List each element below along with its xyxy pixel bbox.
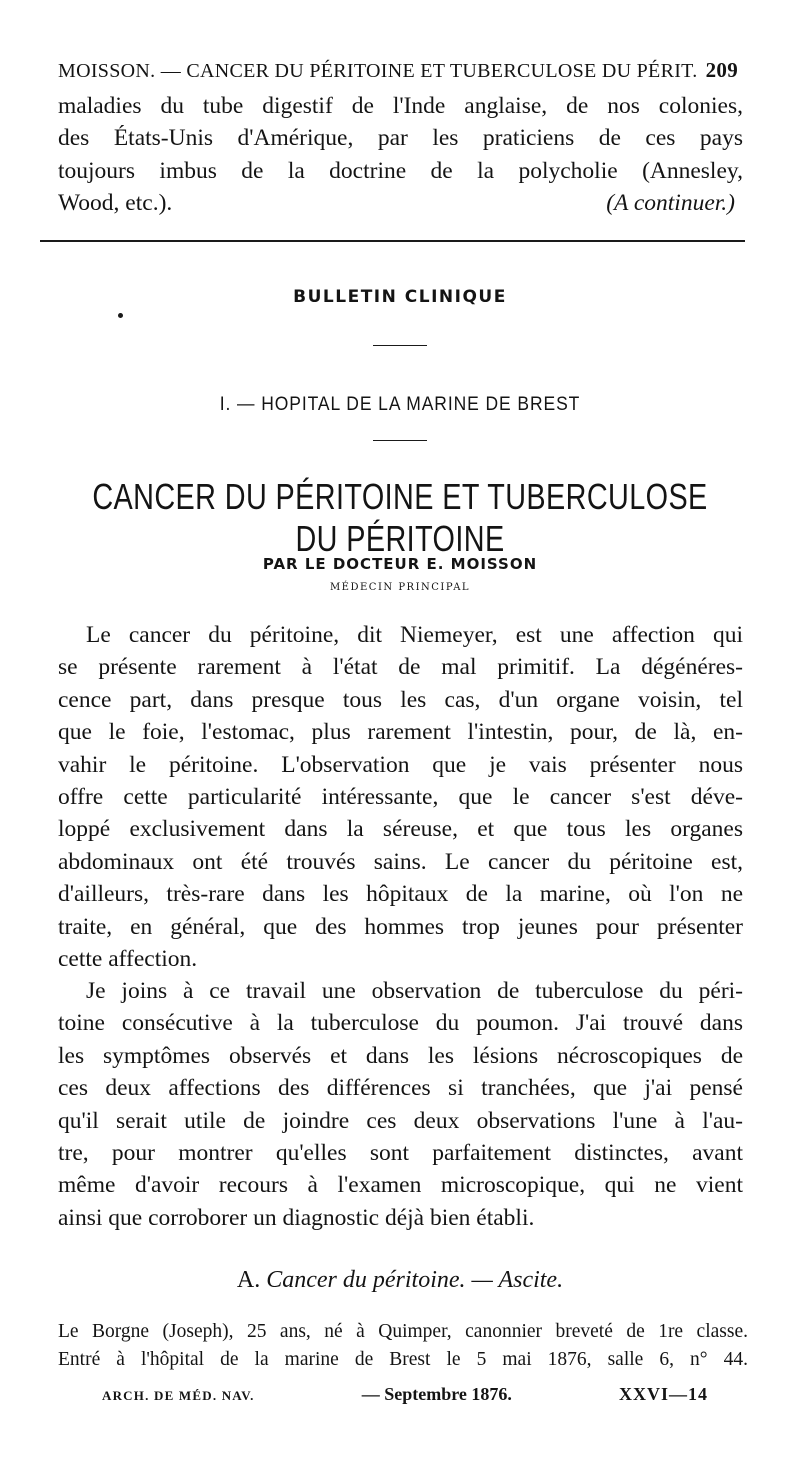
article-title: CANCER DU PÉRITOINE ET TUBERCULOSE DU PÉRITOINE [92,476,708,559]
paragraph-1 [58,619,743,975]
text-line: tre, pour montrer qu'elles sont parfaitement distinctes, avant [58,1140,743,1167]
subsection-letter: A. [236,1267,261,1293]
print-speck [118,313,123,318]
page-number: 209 [705,58,738,82]
text-line: d'ailleurs, très-rare dans les hôpitaux de la marine, où l'on ne [58,881,743,908]
text-line: les symptômes observés et dans les lésions nécroscopiques de [58,1042,743,1069]
running-head [58,58,738,83]
volume-signature: XXVI—14 [618,1384,708,1404]
paragraph-2 [58,975,743,1234]
journal-name: ARCH. DE MÉD. NAV. [102,1388,255,1403]
short-rule [373,440,427,441]
text-line: loppé exclusivement dans la séreuse, et que tous les organes [58,816,743,843]
text-line: ainsi que corroborer un diagnostic déjà bien établi. [58,1204,535,1231]
text-line: se présente rarement à l'état de mal primitif. La dégénéres- [58,654,743,681]
text-line: maladies du tube digestif de l'Inde anglaise, de nos colonies, [58,93,743,119]
text-line: toujours imbus de la doctrine de la polycholie (Annesley, [58,157,743,184]
text-line: toine consécutive à la tuberculose du poumon. J'ai trouvé dans [58,1010,743,1037]
hospital-heading: I. — HOPITAL DE LA MARINE DE BREST [219,394,581,415]
text-line: Entré à l'hôpital de la marine de Brest le 5 mai 1876, salle 6, n° 44. [58,1349,748,1370]
text-line: Wood, etc.). [58,190,173,217]
text-line: offre cette particularité intéressante, que le cancer s'est déve- [58,784,743,811]
text-line: cette affection. [58,946,198,973]
article-author: PAR LE DOCTEUR E. MOISSON [262,555,538,573]
text-line: qu'il serait utile de joindre ces deux observations l'une à l'au- [58,1107,743,1134]
to-continue-note: (A continuer.) [606,190,735,217]
issue-date: — Septembre 1876. [361,1384,512,1404]
text-line: Le cancer du péritoine, dit Niemeyer, est une affection qui [86,622,743,648]
text-line: Je joins à ce travail une observation de tuberculose du péri- [86,978,743,1004]
text-line: abdominaux ont été trouvés sains. Le cancer du péritoine est, [58,848,743,875]
short-rule [373,345,427,346]
page-footer [102,1384,708,1405]
text-line: Le Borgne (Joseph), 25 ans, né à Quimper, canonnier breveté de 1re classe. [58,1321,748,1342]
text-line: vahir le péritoine. L'observation que je vais présenter nous [58,751,743,778]
subsection-title: Cancer du péritoine. — Ascite. [266,1267,564,1293]
continuation-last-line [58,187,743,219]
section-divider [40,240,745,242]
text-line: des États-Unis d'Amérique, par les praticiens de ces pays [58,125,743,152]
text-line: même d'avoir recours à l'examen microscopique, qui ne vient [58,1172,743,1199]
subsection-heading [0,1267,800,1294]
running-head-title: MOISSON. — CANCER DU PÉRITOINE ET TUBERCULOSE DU PÉRIT. [58,60,698,82]
text-line: traite, en général, que des hommes trop jeunes pour présenter [58,913,743,940]
bulletin-heading: BULLETIN CLINIQUE [293,287,507,307]
case-intro [58,1318,748,1374]
text-line: ces deux affections des différences si tranchées, que j'ai pensé [58,1075,743,1102]
continuation-text [58,90,743,220]
text-line: cence part, dans presque tous les cas, d'un organe voisin, tel [58,686,743,713]
text-line: que le foie, l'estomac, plus rarement l'intestin, pour, de là, en- [58,719,743,746]
author-role: MÉDECIN PRINCIPAL [329,582,471,593]
